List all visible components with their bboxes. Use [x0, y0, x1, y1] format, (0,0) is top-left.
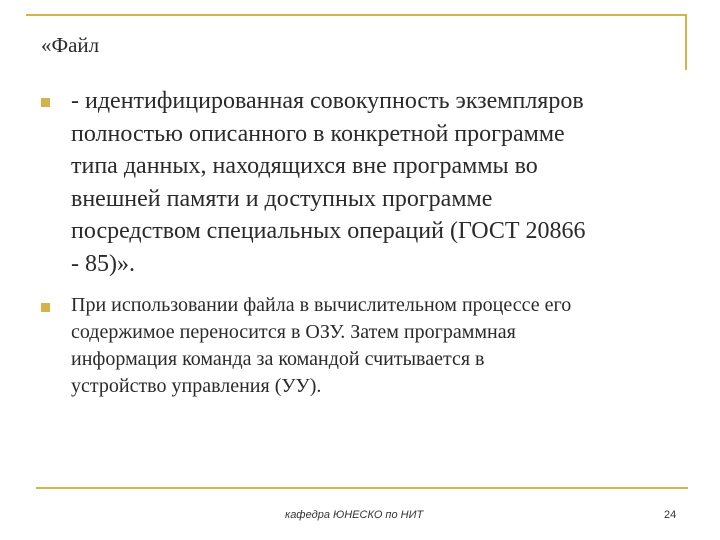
square-bullet-icon: [41, 98, 50, 107]
text-line: При использовании файла в вычислительном процессе его: [71, 294, 572, 316]
footer-text: кафедра ЮНЕСКО по НИТ: [285, 509, 424, 521]
text-line: посредством специальных операций (ГОСТ 20866: [71, 218, 586, 244]
square-bullet-icon: [41, 303, 50, 312]
footer-divider-line: [36, 487, 688, 489]
page-number: 24: [664, 509, 677, 521]
text-line: типа данных, находящихся вне программы во: [71, 153, 538, 179]
text-line: содержимое переносится в ОЗУ. Затем программная: [71, 321, 516, 343]
bullet-text-definition: [71, 85, 686, 280]
text-line: устройство управления (УУ).: [71, 375, 322, 397]
slide-title: «Файл: [41, 33, 100, 57]
text-line: информация команда за командой считывается в: [71, 348, 485, 370]
text-line: - идентифицированная совокупность экземпляров: [71, 88, 584, 114]
text-line: внешней памяти и доступных программе: [71, 185, 493, 212]
text-line: полностью описанного в конкретной программе: [71, 120, 565, 147]
bullet-text-usage: [71, 292, 686, 400]
text-line: - 85)».: [71, 250, 135, 277]
